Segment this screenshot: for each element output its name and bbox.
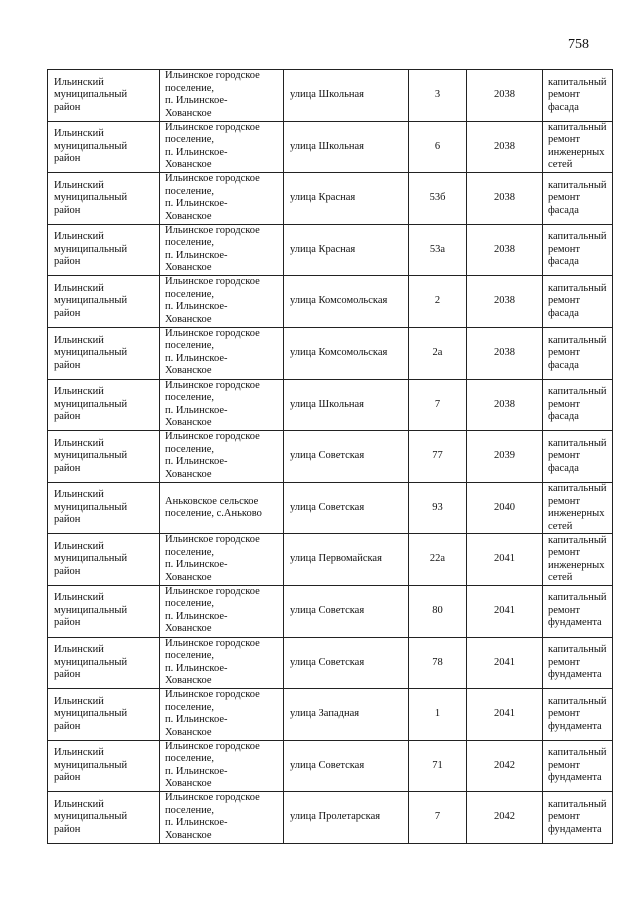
settlement-cell: Ильинское городское поселение, п. Ильинское- Хованское bbox=[160, 689, 284, 741]
year-cell: 2038 bbox=[467, 70, 543, 122]
district-cell: Ильинский муниципальный район bbox=[48, 482, 160, 534]
year-cell: 2042 bbox=[467, 792, 543, 844]
work-type-cell: капитальный ремонт фасада bbox=[543, 173, 613, 225]
district-cell: Ильинский муниципальный район bbox=[48, 327, 160, 379]
street-cell: улица Комсомольская bbox=[284, 327, 409, 379]
settlement-cell: Ильинское городское поселение, п. Ильинское- Хованское bbox=[160, 740, 284, 792]
district-cell: Ильинский муниципальный район bbox=[48, 792, 160, 844]
house-number-cell: 2 bbox=[409, 276, 467, 328]
page-number: 758 bbox=[568, 37, 589, 52]
district-cell: Ильинский муниципальный район bbox=[48, 276, 160, 328]
street-cell: улица Школьная bbox=[284, 121, 409, 173]
district-cell: Ильинский муниципальный район bbox=[48, 379, 160, 431]
house-number-cell: 7 bbox=[409, 792, 467, 844]
table-row bbox=[48, 379, 613, 431]
year-cell: 2041 bbox=[467, 637, 543, 689]
settlement-cell: Ильинское городское поселение, п. Ильинское- Хованское bbox=[160, 792, 284, 844]
house-number-cell: 78 bbox=[409, 637, 467, 689]
district-cell: Ильинский муниципальный район bbox=[48, 637, 160, 689]
district-cell: Ильинский муниципальный район bbox=[48, 585, 160, 637]
year-cell: 2038 bbox=[467, 379, 543, 431]
work-type-cell: капитальный ремонт фундамента bbox=[543, 740, 613, 792]
street-cell: улица Красная bbox=[284, 173, 409, 225]
table-row bbox=[48, 327, 613, 379]
table-row bbox=[48, 173, 613, 225]
street-cell: улица Советская bbox=[284, 637, 409, 689]
work-type-cell: капитальный ремонт фундамента bbox=[543, 689, 613, 741]
house-number-cell: 1 bbox=[409, 689, 467, 741]
street-cell: улица Школьная bbox=[284, 70, 409, 122]
work-type-cell: капитальный ремонт фасада bbox=[543, 327, 613, 379]
settlement-cell: Ильинское городское поселение, п. Ильинское- Хованское bbox=[160, 70, 284, 122]
settlement-cell: Ильинское городское поселение, п. Ильинское- Хованское bbox=[160, 224, 284, 276]
table-row bbox=[48, 689, 613, 741]
settlement-cell: Аньковское сельское поселение, с.Аньково bbox=[160, 482, 284, 534]
year-cell: 2041 bbox=[467, 585, 543, 637]
table-row bbox=[48, 637, 613, 689]
work-type-cell: капитальный ремонт фундамента bbox=[543, 792, 613, 844]
settlement-cell: Ильинское городское поселение, п. Ильинское- Хованское bbox=[160, 431, 284, 483]
street-cell: улица Комсомольская bbox=[284, 276, 409, 328]
settlement-cell: Ильинское городское поселение, п. Ильинское- Хованское bbox=[160, 173, 284, 225]
house-number-cell: 6 bbox=[409, 121, 467, 173]
repair-schedule-table bbox=[47, 69, 613, 844]
settlement-cell: Ильинское городское поселение, п. Ильинское- Хованское bbox=[160, 327, 284, 379]
work-type-cell: капитальный ремонт инженерных сетей bbox=[543, 482, 613, 534]
district-cell: Ильинский муниципальный район bbox=[48, 224, 160, 276]
street-cell: улица Советская bbox=[284, 740, 409, 792]
table-row bbox=[48, 740, 613, 792]
house-number-cell: 77 bbox=[409, 431, 467, 483]
street-cell: улица Школьная bbox=[284, 379, 409, 431]
district-cell: Ильинский муниципальный район bbox=[48, 173, 160, 225]
settlement-cell: Ильинское городское поселение, п. Ильинское- Хованское bbox=[160, 637, 284, 689]
work-type-cell: капитальный ремонт инженерных сетей bbox=[543, 534, 613, 586]
house-number-cell: 93 bbox=[409, 482, 467, 534]
street-cell: улица Западная bbox=[284, 689, 409, 741]
table-row bbox=[48, 224, 613, 276]
street-cell: улица Красная bbox=[284, 224, 409, 276]
year-cell: 2039 bbox=[467, 431, 543, 483]
street-cell: улица Советская bbox=[284, 431, 409, 483]
table-row bbox=[48, 585, 613, 637]
settlement-cell: Ильинское городское поселение, п. Ильинское- Хованское bbox=[160, 585, 284, 637]
district-cell: Ильинский муниципальный район bbox=[48, 121, 160, 173]
house-number-cell: 3 bbox=[409, 70, 467, 122]
district-cell: Ильинский муниципальный район bbox=[48, 431, 160, 483]
settlement-cell: Ильинское городское поселение, п. Ильинское- Хованское bbox=[160, 379, 284, 431]
district-cell: Ильинский муниципальный район bbox=[48, 689, 160, 741]
table-row bbox=[48, 482, 613, 534]
house-number-cell: 53а bbox=[409, 224, 467, 276]
table-row bbox=[48, 431, 613, 483]
street-cell: улица Советская bbox=[284, 482, 409, 534]
year-cell: 2038 bbox=[467, 173, 543, 225]
house-number-cell: 7 bbox=[409, 379, 467, 431]
house-number-cell: 22а bbox=[409, 534, 467, 586]
work-type-cell: капитальный ремонт фасада bbox=[543, 276, 613, 328]
settlement-cell: Ильинское городское поселение, п. Ильинское- Хованское bbox=[160, 276, 284, 328]
district-cell: Ильинский муниципальный район bbox=[48, 70, 160, 122]
table-row bbox=[48, 121, 613, 173]
year-cell: 2042 bbox=[467, 740, 543, 792]
year-cell: 2041 bbox=[467, 689, 543, 741]
work-type-cell: капитальный ремонт фундамента bbox=[543, 637, 613, 689]
table-row bbox=[48, 70, 613, 122]
street-cell: улица Первомайская bbox=[284, 534, 409, 586]
work-type-cell: капитальный ремонт инженерных сетей bbox=[543, 121, 613, 173]
table-row bbox=[48, 534, 613, 586]
settlement-cell: Ильинское городское поселение, п. Ильинское- Хованское bbox=[160, 121, 284, 173]
work-type-cell: капитальный ремонт фасада bbox=[543, 379, 613, 431]
year-cell: 2038 bbox=[467, 276, 543, 328]
year-cell: 2038 bbox=[467, 121, 543, 173]
work-type-cell: капитальный ремонт фасада bbox=[543, 431, 613, 483]
settlement-cell: Ильинское городское поселение, п. Ильинское- Хованское bbox=[160, 534, 284, 586]
street-cell: улица Пролетарская bbox=[284, 792, 409, 844]
table-row bbox=[48, 276, 613, 328]
year-cell: 2041 bbox=[467, 534, 543, 586]
year-cell: 2038 bbox=[467, 327, 543, 379]
work-type-cell: капитальный ремонт фундамента bbox=[543, 585, 613, 637]
house-number-cell: 53б bbox=[409, 173, 467, 225]
house-number-cell: 80 bbox=[409, 585, 467, 637]
year-cell: 2038 bbox=[467, 224, 543, 276]
table-row bbox=[48, 792, 613, 844]
street-cell: улица Советская bbox=[284, 585, 409, 637]
district-cell: Ильинский муниципальный район bbox=[48, 534, 160, 586]
work-type-cell: капитальный ремонт фасада bbox=[543, 70, 613, 122]
year-cell: 2040 bbox=[467, 482, 543, 534]
work-type-cell: капитальный ремонт фасада bbox=[543, 224, 613, 276]
district-cell: Ильинский муниципальный район bbox=[48, 740, 160, 792]
house-number-cell: 71 bbox=[409, 740, 467, 792]
table-body bbox=[48, 70, 613, 844]
house-number-cell: 2а bbox=[409, 327, 467, 379]
